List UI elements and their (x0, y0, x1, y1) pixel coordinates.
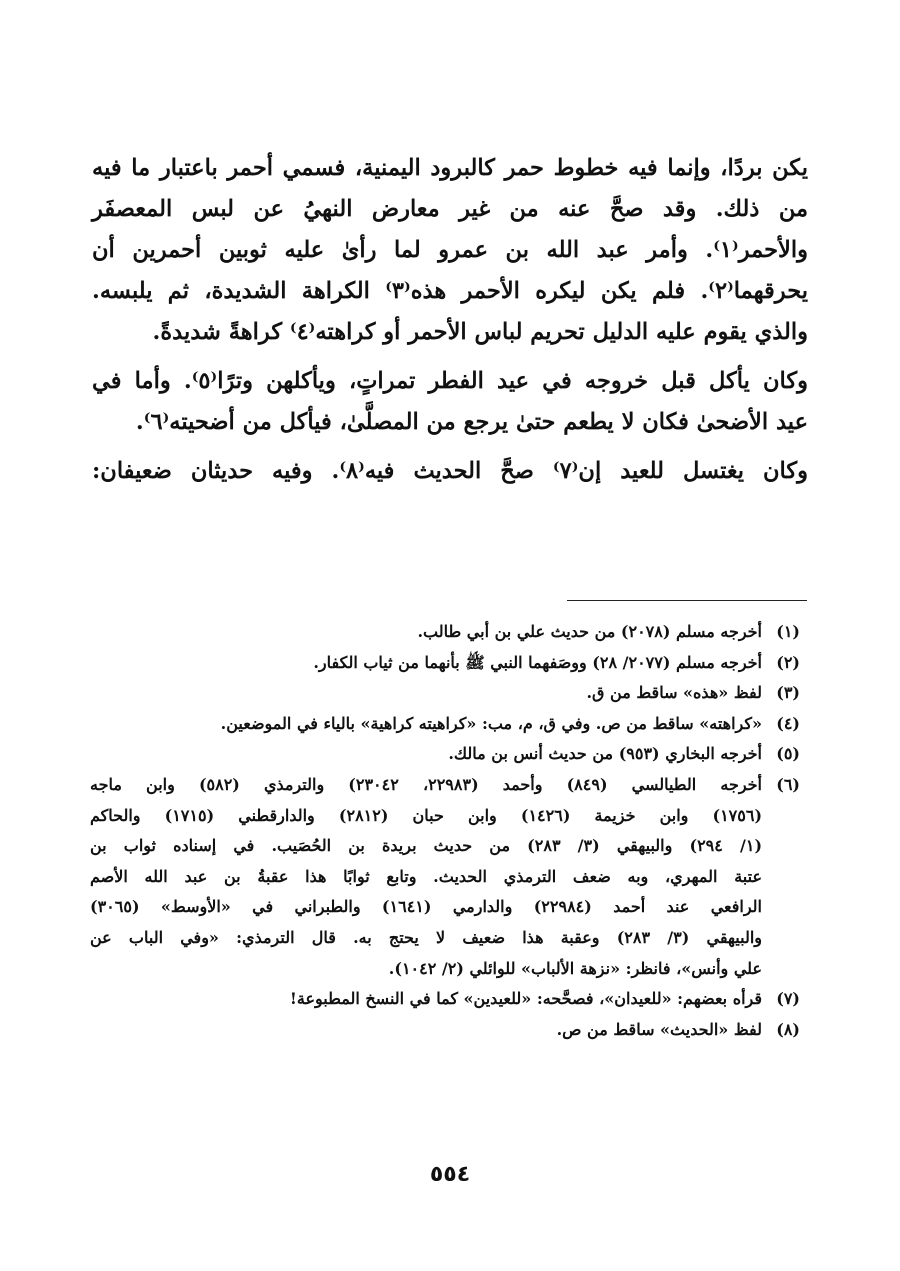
footnote-text (90, 1015, 762, 1046)
text-line: والأحمر⁽١⁾. وأمر عبد الله بن عمرو لما رأىٰ عليه ثوبين أحمرين أن (92, 237, 808, 263)
page-number: ٥٥٤ (429, 1162, 471, 1187)
footnote-6 (90, 770, 800, 984)
footnote-line: أخرجه الطيالسي (٨٤٩) وأحمد (٢٢٩٨٣، ٢٣٠٤٢) والترمذي (٥٨٢) وابن ماجه (90, 774, 762, 794)
footnote-number: (٤) (776, 713, 800, 733)
text-line: وكان يأكل قبل خروجه في عيد الفطر تمراتٍ، ويأكلهن وترًا⁽٥⁾. وأما في (92, 368, 808, 394)
footnote-3 (90, 678, 800, 709)
footnote-text (90, 984, 762, 1015)
text-line: يحرقهما⁽٢⁾. فلم يكن ليكره الأحمر هذه⁽٣⁾ الكراهة الشديدة، ثم يلبسه. (92, 278, 808, 304)
footnote-5 (90, 739, 800, 770)
footnote-text (90, 770, 762, 984)
text-line: والذي يقوم عليه الدليل تحريم لباس الأحمر أو كراهته⁽٤⁾ كراهةً شديدةً. (152, 319, 808, 345)
footnote-line: الرافعي عند أحمد (٢٢٩٨٤) والدارمي (١٦٤١) والطبراني في «الأوسط» (٣٠٦٥) (90, 897, 762, 917)
footnotes-list (90, 617, 800, 1045)
paragraph-eid-bathing (92, 451, 808, 492)
footnote-line: لفظ «هذه» ساقط من ق. (586, 683, 762, 703)
paragraph-eid-eating (92, 361, 808, 443)
footnote-line: قرأه بعضهم: «للعيدان»، فصحَّحه: «للعيدين» كما في النسخ المطبوعة! (289, 989, 762, 1009)
footnote-text (90, 678, 762, 709)
footnote-separator (567, 600, 807, 601)
text-line: عيد الأضحىٰ فكان لا يطعم حتىٰ يرجع من المصلَّىٰ، فيأكل من أضحيته⁽٦⁾. (135, 409, 808, 435)
footnote-line: أخرجه البخاري (٩٥٣) من حديث أنس بن مالك. (448, 744, 762, 764)
footnote-8 (90, 1015, 800, 1046)
footnote-number: (٧) (776, 989, 800, 1009)
footnote-4 (90, 709, 800, 740)
footnote-line: (١٧٥٦) وابن خزيمة (١٤٢٦) وابن حبان (٢٨١٢) والدارقطني (١٧١٥) والحاكم (90, 805, 763, 825)
footnote-line: (١/ ٢٩٤) والبيهقي (٣/ ٢٨٣) من حديث بريدة بن الحُصَيب. في إسناده ثواب بن (90, 836, 763, 856)
footnote-number: (٢) (776, 652, 800, 672)
footnote-number: (٦) (776, 774, 800, 794)
footnote-number: (١) (776, 622, 800, 641)
footnote-line: أخرجه مسلم (٢٠٧٨) من حديث علي بن أبي طالب. (417, 622, 762, 641)
footnote-1 (90, 617, 800, 648)
footnote-2 (90, 648, 800, 679)
text-line: يكن بردًا، وإنما فيه خطوط حمر كالبرود اليمنية، فسمي أحمر باعتبار ما فيه (92, 155, 808, 181)
text-line: وكان يغتسل للعيد إن⁽٧⁾ صحَّ الحديث فيه⁽٨⁾. وفيه حديثان ضعيفان: (92, 458, 808, 484)
paragraph-red-clothing (92, 148, 808, 353)
footnote-text (90, 709, 762, 740)
footnote-number: (٥) (776, 744, 800, 764)
footnote-text (90, 648, 762, 679)
footnote-line: عتبة المهري، وبه ضعف الترمذي الحديث. وتابع ثوابًا هذا عقبةُ بن عبد الله الأصم (90, 866, 762, 886)
footnote-number: (٣) (776, 683, 800, 703)
main-text (92, 148, 808, 500)
text-line: من ذلك. وقد صحَّ عنه من غير معارض النهيُ عن لبس المعصفَر (92, 196, 808, 222)
footnote-number: (٨) (776, 1019, 800, 1039)
footnote-line: أخرجه مسلم (٢٠٧٧/ ٢٨) ووصَفهما النبي ﷺ بأنهما من ثياب الكفار. (313, 652, 762, 672)
footnote-text (90, 739, 762, 770)
footnote-7 (90, 984, 800, 1015)
footnote-line: علي وأنس»، فانظر: «نزهة الألباب» للوائلي (٢/ ١٠٤٢). (388, 958, 762, 978)
footnote-line: «كراهته» ساقط من ص. وفي ق، م، مب: «كراهيته كراهية» بالياء في الموضعين. (220, 713, 762, 733)
footnote-line: والبيهقي (٣/ ٢٨٣) وعقبة هذا ضعيف لا يحتج به. قال الترمذي: «وفي الباب عن (90, 927, 763, 947)
footnote-text (90, 617, 762, 648)
footnote-line: لفظ «الحديث» ساقط من ص. (556, 1019, 762, 1039)
